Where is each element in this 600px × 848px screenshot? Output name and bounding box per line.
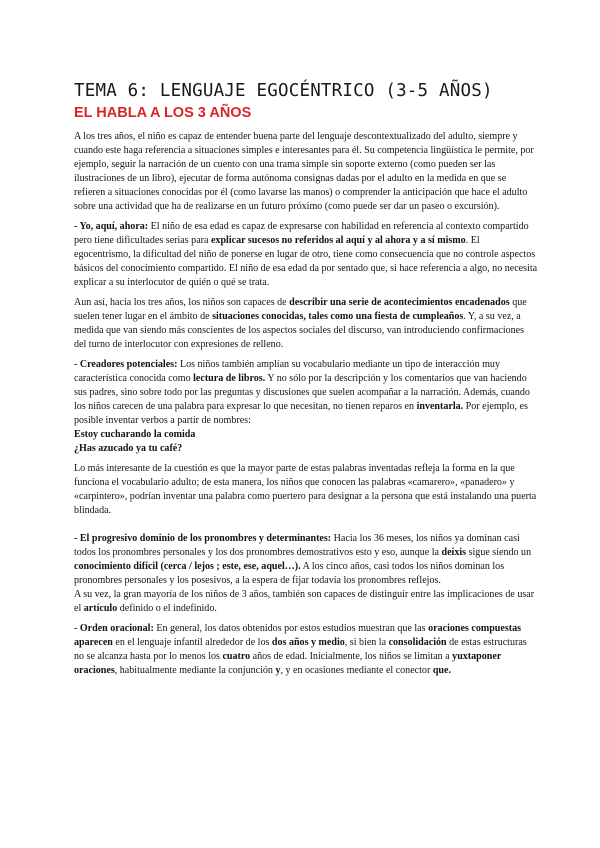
paragraph-lead: - Creadores potenciales: — [74, 359, 178, 370]
paragraph-intro: A los tres años, el niño es capaz de entender buena parte del lenguaje descontextualizado del adulto, siempre y cuando este haga referencia a situaciones simples e interesantes para él. Su competencia lingüística le permite, por ejemplo, seguir la narración de un cuento con una trama simple sin soporte externo (como pueden ser las ilustraciones de un libro), ejecutar de forma autónoma consignas dadas por el adulto en la medida en que se refieren a situaciones conocidas por él (como lavarse las manos) o comprender la anticipación que hace el adulto sobre una actividad que ha de realizarse en un futuro próximo (como puede ser dar un paseo o excursión). — [74, 131, 534, 212]
paragraph-lead: - Yo, aquí, ahora: — [74, 221, 149, 232]
paragraph-vocabulario-adulto: Lo más interesante de la cuestión es que la mayor parte de estas palabras inventadas refleja la forma en la que funciona el vocabulario adulto; de esta manera, los niños que conocen las palabras «camarero», «panadero» y «carpintero», podrían inventar una palabra como puertero para designar a la persona que está instalando una puerta blindada. — [74, 463, 537, 516]
document-title: TEMA 6: LENGUAJE EGOCÉNTRICO (3-5 AÑOS) — [74, 81, 493, 101]
paragraph-pronombres: - El progresivo dominio de los pronombres y determinantes: Hacia los 36 meses, los niños ya dominan casi todos los pronombres personales y los dos pronombres demostrativos esto y eso, aunque la deixis sigue siendo un conocimiento difícil (cerca / lejos ; este, ese, aquel…). A los cinco años, casi todos los niños dominan los pronombres personales y los posesivos, a la espera de fijar todavía los pronombres reflejos. — [74, 533, 532, 586]
example-line-2: ¿Has azucado ya tu café? — [74, 443, 183, 454]
paragraph-lead: - Orden oracional: — [74, 623, 154, 634]
paragraph-acontecimientos: Aun así, hacia los tres años, los niños son capaces de describir una serie de acontecimientos encadenados que suelen tener lugar en el ámbito de situaciones conocidas, tales como una fiesta de cumpleaños. Y, a su vez, a medida que van siendo más conscientes de los aspectos sociales del discurso, van introduciendo confirmaciones del turno de interlocutor con expresiones de relleno. — [74, 297, 527, 350]
paragraph-articulo: A su vez, la gran mayoría de los niños de 3 años, también son capaces de distinguir entre las implicaciones de usar el artículo definido o el indefinido. — [74, 589, 535, 614]
section-heading: EL HABLA A LOS 3 AÑOS — [74, 105, 252, 121]
paragraph-orden-oracional: - Orden oracional: En general, los datos obtenidos por estos estudios muestran que las oraciones compuestas aparecen en el lenguaje infantil alrededor de los dos años y medio, si bien la consolidación de estas estructuras no se alcanza hasta por lo menos los cuatro años de edad. Inicialmente, los niños se limitan a yuxtaponer oraciones, habitualmente mediante la conjunción y, y en ocasiones mediante el conector que. — [74, 623, 527, 676]
paragraph-lead: - El progresivo dominio de los pronombres y determinantes: — [74, 533, 332, 544]
example-line-1: Estoy cucharando la comida — [74, 429, 196, 440]
paragraph-creadores-potenciales: - Creadores potenciales: Los niños también amplían su vocabulario mediante un tipo de interacción muy característica conocida como lectura de libros. Y no sólo por la descripción y los comentarios que van haciendo sus padres, sino sobre todo por las preguntas y discusiones que suelen acompañar a la narración. Además, cuando los niños carecen de una palabra para expresar lo que necesitan, no tienen reparos en inventarla. Por ejemplo, es posible inventar verbos a partir de nombres: — [74, 359, 530, 426]
paragraph-yo-aqui-ahora: - Yo, aquí, ahora: El niño de esa edad es capaz de expresarse con habilidad en referencia al contexto compartido pero tiene dificultades serias para explicar sucesos no referidos al aquí y al ahora y a sí mismo. El egocentrismo, la dificultad del niño de ponerse en lugar de otro, tiene como consecuencia que no controle aspectos básicos del conocimiento compartido. El niño de esa edad da por sentado que, si hace referencia a algo, no necesita explicar a su interlocutor de quién o qué se trata. — [74, 221, 538, 288]
